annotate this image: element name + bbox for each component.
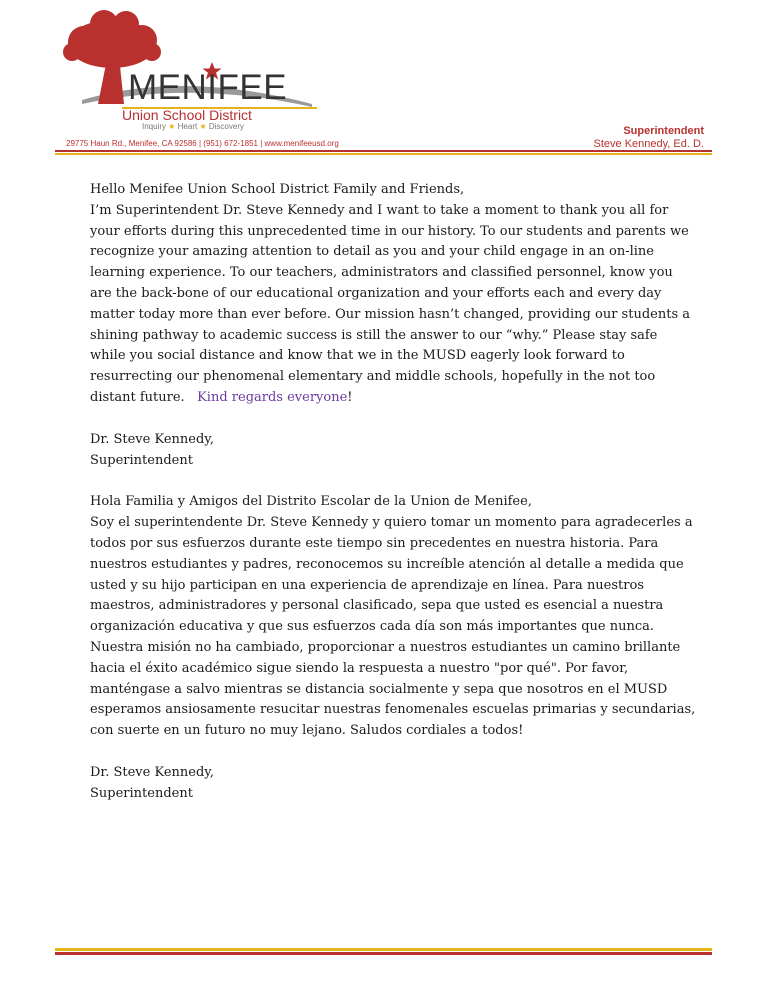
letter-line: organización educativa y que sus esfuerzos cada día son más importantes que nunca. bbox=[90, 619, 655, 635]
letter-body bbox=[90, 180, 696, 805]
letter-line: nuestros estudiantes y padres, reconocemos su increíble atención al detalle a medida que bbox=[90, 556, 684, 572]
signature-english bbox=[90, 430, 690, 472]
letter-line: maestros, administradores y personal clasificado, sepa que usted es esencial a nuestra bbox=[90, 598, 664, 614]
header-rule-red bbox=[55, 150, 712, 152]
letter-line: while you social distance and know that we in the MUSD eagerly look forward to bbox=[90, 348, 625, 364]
footer-rule-red bbox=[55, 952, 712, 955]
letter-line: hacia el éxito académico sigue siendo la respuesta a nuestro "por qué". Por favor, bbox=[90, 660, 629, 676]
letter-line: your efforts during this unprecedented time in our history. To our students and parents we bbox=[90, 223, 689, 239]
letter-line: shining pathway to academic success is still the answer to our “why.” Please stay safe bbox=[90, 327, 658, 343]
letter-line: matter today more than ever before. Our mission hasn’t changed, providing our students a bbox=[90, 306, 690, 322]
letter-line: todos por sus esfuerzos durante este tiempo sin precedentes en nuestra historia. Para bbox=[90, 535, 659, 551]
letter-line: I’m Superintendent Dr. Steve Kennedy and I want to take a moment to thank you all for bbox=[90, 202, 669, 218]
letter-english bbox=[90, 180, 690, 409]
tagline-discovery: Discovery bbox=[208, 122, 244, 131]
brand-name: MENIFEE bbox=[128, 68, 288, 107]
tree-canopy bbox=[63, 10, 161, 68]
letter-line: usted y su hijo participan en una experiencia de aprendizaje en línea. Para nuestros bbox=[90, 577, 644, 593]
brand-subtitle: Union School District bbox=[122, 107, 252, 123]
district-address: 29775 Haun Rd., Menifee, CA 92586 | (951) 672-1851 | www.menifeeusd.org bbox=[66, 139, 339, 148]
superintendent-title: Superintendent bbox=[623, 125, 704, 137]
superintendent-name: Steve Kennedy, Ed. D. bbox=[593, 138, 704, 150]
regards-end: ! bbox=[347, 389, 353, 405]
letter-spanish bbox=[90, 492, 696, 742]
star-icon: ★ bbox=[168, 122, 176, 131]
letter-closing-text: distant future. bbox=[90, 389, 185, 405]
letter-line: Nuestra misión no ha cambiado, proporcionar a nuestros estudiantes un camino brillante bbox=[90, 639, 681, 655]
tagline-inquiry: Inquiry bbox=[142, 122, 167, 131]
signature-spanish bbox=[90, 763, 690, 805]
letter-line-last bbox=[90, 388, 690, 409]
signature-name: Dr. Steve Kennedy, bbox=[90, 431, 215, 447]
letter-line: learning experience. To our teachers, administrators and classified personnel, know you bbox=[90, 265, 673, 281]
letter-line: are the back-bone of our educational organization and your efforts each and every day bbox=[90, 285, 662, 301]
brand-tagline bbox=[142, 123, 244, 131]
header-rule-gold bbox=[55, 153, 712, 155]
letter-line: resurrecting our phenomenal elementary and middle schools, hopefully in the not too bbox=[90, 369, 656, 385]
letter-line: Soy el superintendente Dr. Steve Kennedy y quiero tomar un momento para agradecerles a bbox=[90, 515, 693, 531]
kind-regards: Kind regards everyone bbox=[197, 389, 348, 405]
letter-line: manténgase a salvo mientras se distancia socialmente y sepa que nosotros en el MUSD bbox=[90, 681, 668, 697]
letter-line: con suerte en un futuro no muy lejano. Saludos cordiales a todos! bbox=[90, 723, 524, 739]
signature-title: Superintendent bbox=[90, 452, 193, 468]
footer-rule-gold bbox=[55, 948, 712, 951]
tagline-heart: Heart bbox=[177, 122, 198, 131]
letter-line: recognize your amazing attention to detail as you and your child engage in an on-line bbox=[90, 244, 654, 260]
letter-line: Hola Familia y Amigos del Distrito Escolar de la Union de Menifee, bbox=[90, 494, 532, 510]
letter-line: Hello Menifee Union School District Family and Friends, bbox=[90, 182, 465, 197]
letter-line: esperamos ansiosamente resucitar nuestras fenomenales escuelas primarias y secundarias, bbox=[90, 702, 696, 718]
signature-title: Superintendent bbox=[90, 785, 193, 801]
signature-name: Dr. Steve Kennedy, bbox=[90, 764, 215, 780]
star-icon: ★ bbox=[199, 122, 207, 131]
